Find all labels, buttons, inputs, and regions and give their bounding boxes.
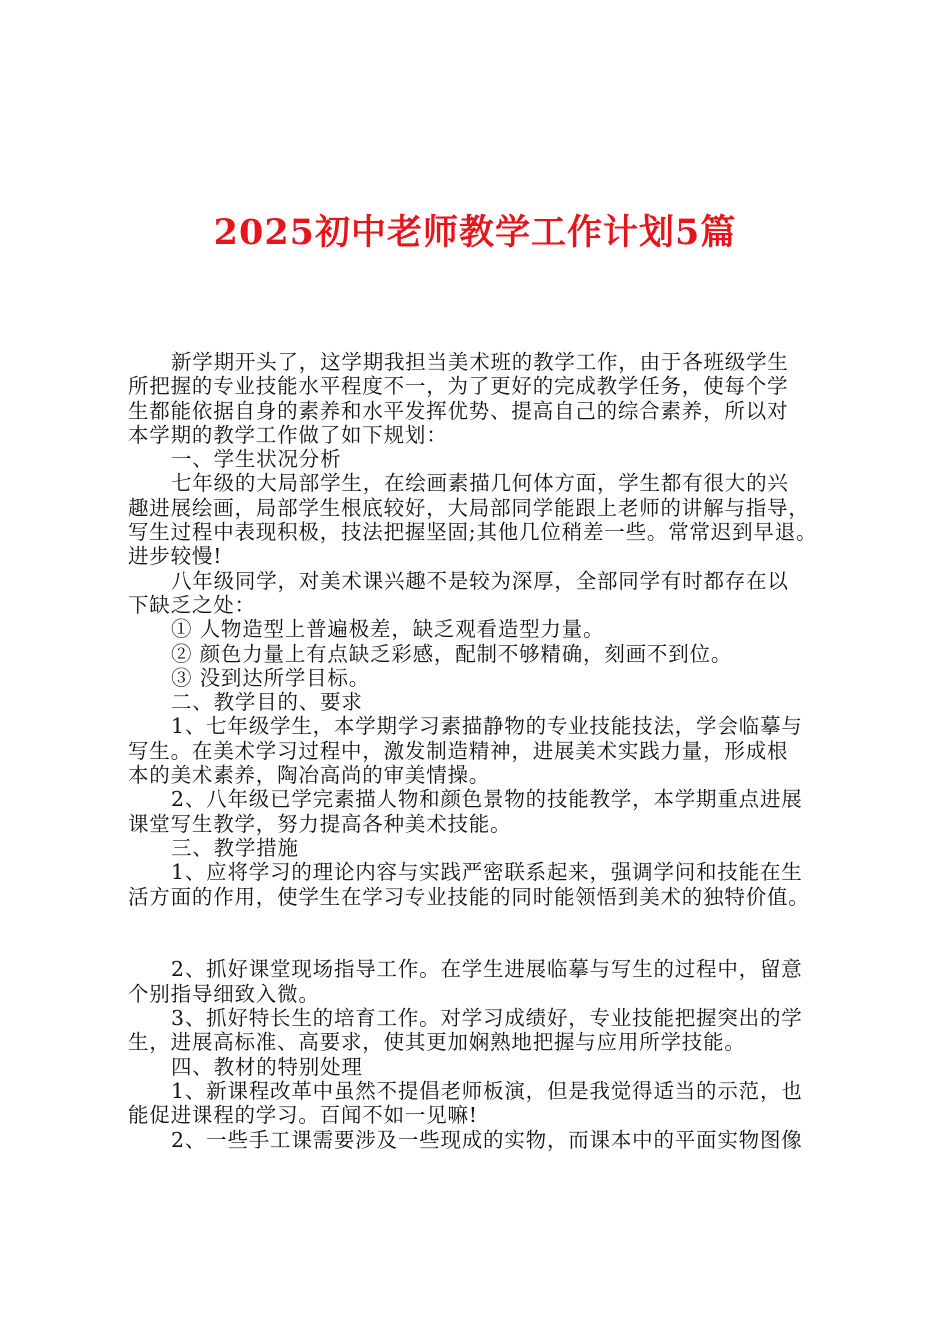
paragraph-line: 八年级同学，对美术课兴趣不是较为深厚，全部同学有时都存在以	[171, 568, 789, 593]
paragraph-line: 1、新课程改革中虽然不提倡老师板演，但是我觉得适当的示范，也	[171, 1078, 803, 1103]
paragraph-line: 进步较慢!	[128, 544, 223, 569]
paragraph-line: 生都能依据自身的素养和水平发挥优势、提高自己的综合素养，所以对	[128, 398, 789, 423]
document-body	[128, 350, 831, 1152]
paragraph-line: 1、应将学习的理论内容与实践严密联系起来，强调学问和技能在生	[171, 860, 803, 885]
paragraph-line: 本的美术素养，陶冶高尚的审美情操。	[128, 763, 491, 788]
section-heading: 一、学生状况分析	[171, 447, 342, 472]
section-heading: 三、教学措施	[171, 835, 299, 860]
section-heading: 四、教材的特别处理	[171, 1054, 363, 1079]
paragraph-line: 写生过程中表现积极，技法把握坚固;其他几位稍差一些。常常迟到早退。	[128, 520, 818, 545]
paragraph-line: 1、七年级学生，本学期学习素描静物的专业技能技法，学会临摹与	[171, 714, 803, 739]
paragraph-line: 2、八年级已学完素描人物和颜色景物的技能教学，本学期重点进展	[171, 787, 803, 812]
paragraph-line: 活方面的作用，使学生在学习专业技能的同时能领悟到美术的独特价值。	[128, 884, 810, 909]
blank-line	[128, 909, 831, 958]
paragraph-line: 本学期的教学工作做了如下规划：	[128, 422, 448, 447]
paragraph-line: 2、抓好课堂现场指导工作。在学生进展临摹与写生的过程中，留意	[171, 957, 803, 982]
paragraph-line: 2、一些手工课需要涉及一些现成的实物，而课本中的平面实物图像	[171, 1127, 803, 1152]
paragraph-line: 课堂写生教学，努力提高各种美术技能。	[128, 811, 512, 836]
paragraph-line: 下缺乏之处：	[128, 592, 256, 617]
paragraph-line: 新学期开头了，这学期我担当美术班的教学工作，由于各班级学生	[171, 350, 789, 374]
paragraph-line: 七年级的大局部学生，在绘画素描几何体方面，学生都有很大的兴	[171, 471, 789, 496]
paragraph-line: 3、抓好特长生的培育工作。对学习成绩好，专业技能把握突出的学	[171, 1006, 803, 1031]
section-heading: 二、教学目的、要求	[171, 690, 363, 715]
paragraph-line: 生，进展高标准、高要求，使其更加娴熟地把握与应用所学技能。	[128, 1030, 746, 1055]
list-item: ① 人物造型上普遍极差，缺乏观看造型力量。	[171, 617, 605, 642]
document-title: 2025初中老师教学工作计划5篇	[213, 212, 737, 253]
paragraph-line: 写生。在美术学习过程中，激发制造精神，进展美术实践力量，形成根	[128, 738, 789, 763]
list-item: ③ 没到达所学目标。	[171, 665, 371, 690]
paragraph-line: 个别指导细致入微。	[128, 981, 320, 1006]
paragraph-line: 趣进展绘画，局部学生根底较好，大局部同学能跟上老师的讲解与指导，	[128, 495, 810, 520]
paragraph-line: 所把握的专业技能水平程度不一，为了更好的完成教学任务，使每个学	[128, 374, 789, 399]
paragraph-line: 能促进课程的学习。百闻不如一见嘛!	[128, 1103, 478, 1128]
list-item: ② 颜色力量上有点缺乏彩感，配制不够精确，刻画不到位。	[171, 641, 733, 666]
